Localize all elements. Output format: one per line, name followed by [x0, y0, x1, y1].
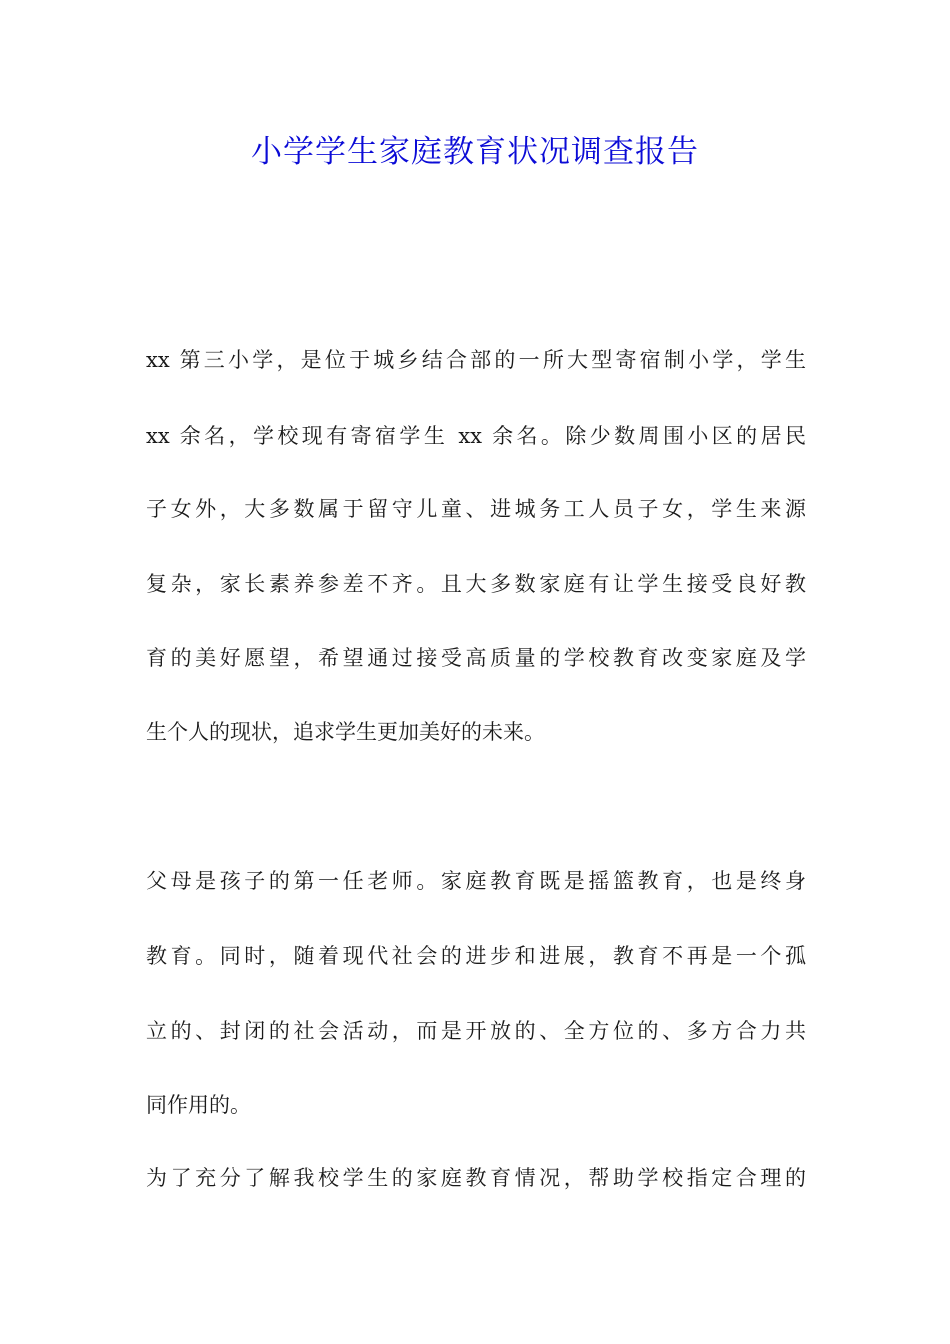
paragraph-1-line-3: 子女外，大多数属于留守儿童、进城务工人员子女，学生来源: [146, 497, 806, 521]
paragraph-2-line-2: 教育。同时，随着现代社会的进步和进展，教育不再是一个孤: [146, 944, 806, 968]
paragraph-1-line-4: 复杂，家长素养参差不齐。且大多数家庭有让学生接受良好教: [146, 572, 806, 596]
paragraph-3-line-1: 为了充分了解我校学生的家庭教育情况，帮助学校指定合理的: [146, 1166, 806, 1190]
paragraph-2-line-3: 立的、封闭的社会活动，而是开放的、全方位的、多方合力共: [146, 1019, 806, 1043]
paragraph-1-line-2: xx 余名，学校现有寄宿学生 xx 余名。除少数周围小区的居民: [146, 424, 806, 448]
paragraph-1-line-6: 生个人的现状，追求学生更加美好的未来。: [146, 720, 545, 744]
paragraph-2-line-1: 父母是孩子的第一任老师。家庭教育既是摇篮教育，也是终身: [146, 869, 806, 893]
paragraph-2-line-4: 同作用的。: [146, 1093, 251, 1117]
paragraph-1-line-1: xx 第三小学，是位于城乡结合部的一所大型寄宿制小学，学生: [146, 348, 806, 372]
paragraph-1-line-5: 育的美好愿望，希望通过接受高质量的学校教育改变家庭及学: [146, 646, 806, 670]
document-title: 小学学生家庭教育状况调查报告: [251, 134, 699, 170]
